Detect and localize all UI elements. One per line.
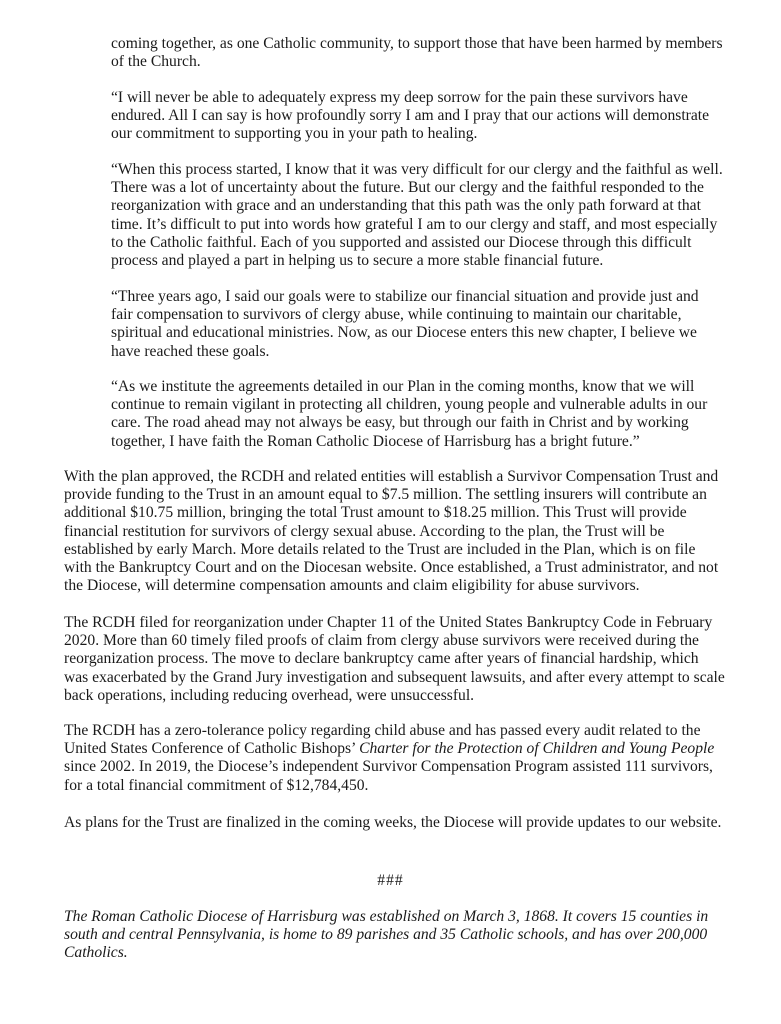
reorganization-paragraph: The RCDH filed for reorganization under Chapter 11 of the United States Bankruptcy Code in February 2020. More than 60 timely filed proofs of claim from clergy abuse survivors were received during the reorganization process. The move to declare bankruptcy came after years of financial hardship, which was exacerbated by the Grand Jury investigation and subsequent lawsuits, and after every attempt to scale back operations, including reducing overhead, were unsuccessful.: [64, 614, 725, 704]
updates-paragraph: As plans for the Trust are finalized in the coming weeks, the Diocese will provide updates to our website.: [64, 814, 722, 831]
quote-paragraph-sorrow: “I will never be able to adequately express my deep sorrow for the pain these survivors have endured. All I can say is how profoundly sorry I am and I pray that our actions will demonstrate our commitment to supporting you in your path to healing.: [111, 89, 710, 143]
quote-paragraph-continuation: coming together, as one Catholic community, to support those that have been harmed by members of the Church.: [111, 35, 723, 71]
quote-paragraph-process: “When this process started, I know that it was very difficult for our clergy and the faithful as well. There was a lot of uncertainty about the future. But our clergy and the faithful responded to the reorganization with grace and an understanding that this path was the only path forward at that time. It’s difficult to put into words how grateful I am to our clergy and staff, and most especially to the Catholic faithful. Each of you supported and assisted our Diocese through this difficult process and played a part in helping us to secure a more stable financial future.: [111, 161, 723, 270]
policy-text-after: since 2002. In 2019, the Diocese’s independent Survivor Compensation Program assisted 111 survivors, for a total financial commitment of $12,784,450.: [64, 758, 713, 794]
quote-paragraph-goals: “Three years ago, I said our goals were to stabilize our financial situation and provide just and fair compensation to survivors of clergy abuse, while continuing to maintain our charitable, spiritual and educational ministries. Now, as our Diocese enters this new chapter, I believe we have reached these goals.: [111, 288, 699, 360]
policy-paragraph: [64, 722, 726, 795]
policy-text-before: The RCDH has a zero-tolerance policy regarding child abuse and has passed every audit related to the United States Conference of Catholic Bishops’: [64, 722, 701, 758]
charter-title: Charter for the Protection of Children and Young People: [359, 740, 715, 758]
about-diocese: The Roman Catholic Diocese of Harrisburg was established on March 3, 1868. It covers 15 counties in south and central Pennsylvania, is home to 89 parishes and 35 Catholic schools, and has over 200,000 Catholics.: [64, 908, 709, 962]
quote-paragraph-future: “As we institute the agreements detailed in our Plan in the coming months, know that we will continue to remain vigilant in protecting all children, young people and vulnerable adults in our care. The road ahead may not always be easy, but through our faith in Christ and by working together, I have faith the Roman Catholic Diocese of Harrisburg has a bright future.”: [111, 378, 708, 450]
end-separator: ###: [377, 872, 404, 889]
trust-paragraph: With the plan approved, the RCDH and related entities will establish a Survivor Compensation Trust and provide funding to the Trust in an amount equal to $7.5 million. The settling insurers will contribute an additional $10.75 million, bringing the total Trust amount to $18.25 million. This Trust will provide financial restitution for survivors of clergy sexual abuse. According to the plan, the Trust will be established by early March. More details related to the Trust are included in the Plan, which is on file with the Bankruptcy Court and on the Diocesan website. Once established, a Trust administrator, and not the Diocese, will determine compensation amounts and claim eligibility for abuse survivors.: [64, 468, 719, 595]
